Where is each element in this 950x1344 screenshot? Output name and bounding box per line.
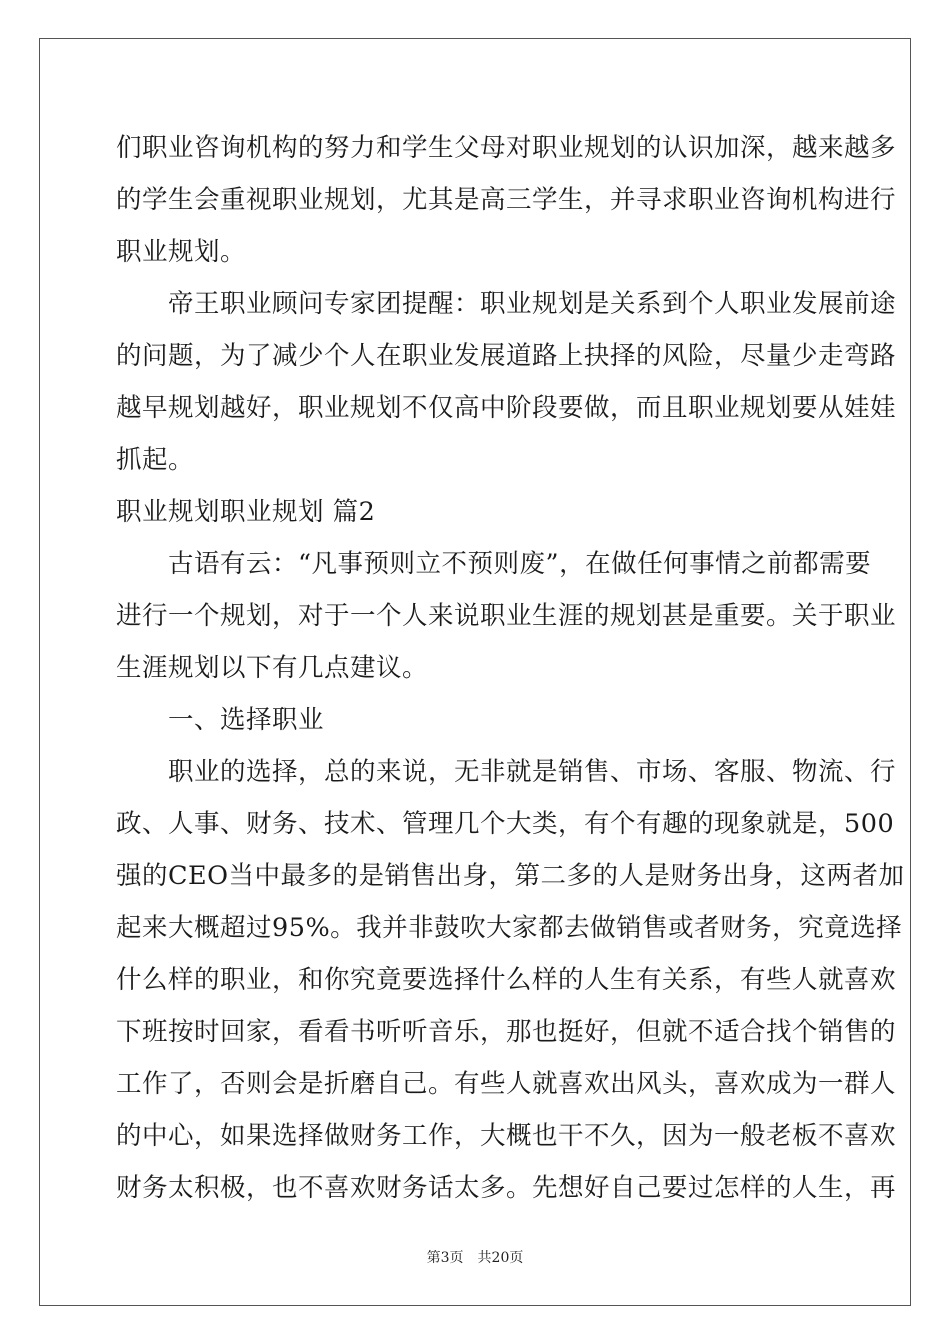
- subsection-heading: 一、选择职业: [116, 705, 325, 735]
- text-line: 的中心，如果选择做财务工作，大概也干不久，因为一般老板不喜欢: [116, 1121, 897, 1151]
- text-line: 职业的选择，总的来说，无非就是销售、市场、客服、物流、行: [116, 757, 897, 787]
- text-line: 的学生会重视职业规划，尤其是高三学生，并寻求职业咨询机构进行: [116, 185, 897, 215]
- text-line: 下班按时回家，看看书听听音乐，那也挺好，但就不适合找个销售的: [116, 1017, 897, 1047]
- text-line: 进行一个规划，对于一个人来说职业生涯的规划甚是重要。关于职业: [116, 601, 897, 631]
- page-number: 第3页 共20页: [426, 1250, 524, 1266]
- section-heading: 职业规划职业规划 篇2: [116, 497, 376, 527]
- text-line: 生涯规划以下有几点建议。: [116, 653, 429, 683]
- text-line: 财务太积极，也不喜欢财务话太多。先想好自己要过怎样的人生，再: [116, 1173, 897, 1203]
- text-line: 职业规划。: [116, 237, 247, 267]
- text-line: 抓起。: [116, 445, 195, 475]
- text-line: 帝王职业顾问专家团提醒：职业规划是关系到个人职业发展前途: [116, 289, 897, 319]
- text-line: 们职业咨询机构的努力和学生父母对职业规划的认识加深，越来越多: [116, 133, 897, 163]
- text-line: 政、人事、财务、技术、管理几个大类，有个有趣的现象就是，500: [116, 809, 895, 839]
- text-line: 越早规划越好，职业规划不仅高中阶段要做，而且职业规划要从娃娃: [116, 393, 897, 423]
- text-line: 工作了，否则会是折磨自己。有些人就喜欢出风头，喜欢成为一群人: [116, 1069, 897, 1099]
- text-line: 什么样的职业，和你究竟要选择什么样的人生有关系，有些人就喜欢: [116, 965, 897, 995]
- text-line: 的问题，为了减少个人在职业发展道路上抉择的风险，尽量少走弯路: [116, 341, 897, 371]
- text-line: 古语有云：“凡事预则立不预则废”，在做任何事情之前都需要: [116, 549, 872, 579]
- text-line: 起来大概超过95%。我并非鼓吹大家都去做销售或者财务，究竟选择: [116, 913, 903, 943]
- text-line: 强的CEO当中最多的是销售出身，第二多的人是财务出身，这两者加: [116, 861, 905, 891]
